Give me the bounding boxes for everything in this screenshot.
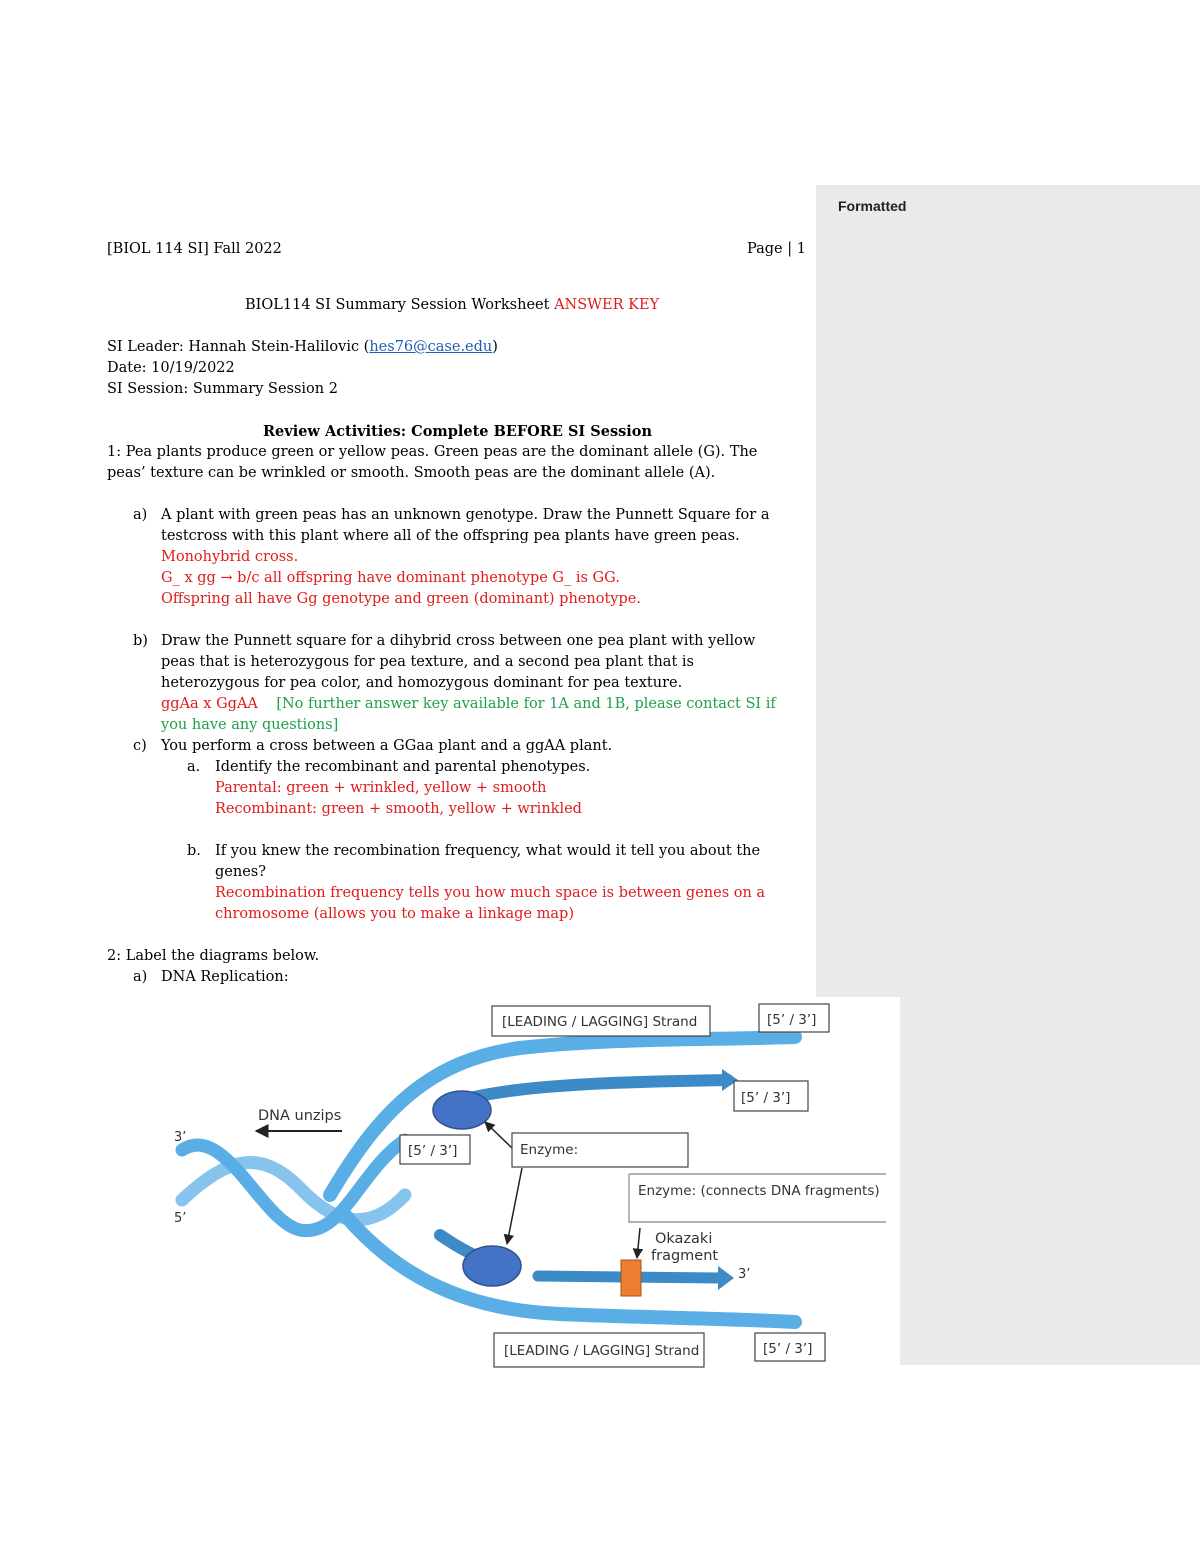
q1c-line: You perform a cross between a GGaa plant and a ggAA plant. bbox=[161, 738, 613, 754]
end-box-left[interactable] bbox=[400, 1135, 470, 1164]
q1a-answer3: Offspring all have Gg genotype and green (dominant) phenotype. bbox=[161, 591, 641, 607]
end-3-right-label: 3’ bbox=[738, 1267, 751, 1282]
q1b-line3: heterozygous for pea color, and homozygous dominant for pea texture. bbox=[161, 675, 683, 691]
session-name: SI Session: Summary Session 2 bbox=[107, 381, 338, 397]
si-leader-email-link[interactable]: hes76@case.edu bbox=[369, 339, 493, 355]
enzyme-box-label: Enzyme: bbox=[520, 1142, 579, 1158]
review-heading: Review Activities: Complete BEFORE SI Session bbox=[263, 423, 653, 440]
q1b-answer-note1: [No further answer key available for 1A and 1B, please contact SI if bbox=[276, 696, 776, 712]
si-leader-suffix: ) bbox=[492, 339, 498, 355]
ligase-box-label: Enzyme: (connects DNA fragments) bbox=[638, 1183, 880, 1199]
q2-intro: 2: Label the diagrams below. bbox=[107, 948, 320, 964]
si-leader bbox=[107, 337, 498, 358]
q1a-answer1: Monohybrid cross. bbox=[161, 549, 299, 565]
q1b-answer bbox=[161, 694, 776, 715]
q1a-line2: testcross with this plant where all of the offspring pea plants have green peas. bbox=[161, 528, 740, 544]
end-box-mid-right-label: [5’ / 3’] bbox=[741, 1090, 791, 1106]
q2a-text: DNA Replication: bbox=[161, 969, 289, 985]
q1cb-label: b. bbox=[187, 843, 201, 859]
q1-intro-line2: peas’ texture can be wrinkled or smooth. Smooth peas are the dominant allele (A). bbox=[107, 465, 716, 481]
q1cb-line1: If you knew the recombination frequency, what would it tell you about the bbox=[215, 843, 761, 859]
end-box-bottom-right-label: [5’ / 3’] bbox=[763, 1341, 813, 1357]
session-date: Date: 10/19/2022 bbox=[107, 360, 235, 376]
q1ca-label: a. bbox=[187, 759, 201, 775]
strand-bottom-box[interactable] bbox=[494, 1333, 704, 1367]
q1b-answer-cross: ggAa x GgAA bbox=[161, 696, 258, 712]
q1b-answer-note2: you have any questions] bbox=[161, 717, 339, 733]
si-leader-prefix: SI Leader: Hannah Stein-Halilovic ( bbox=[107, 339, 370, 355]
q1a-label: a) bbox=[133, 507, 148, 523]
strand-top-label: [LEADING / LAGGING] Strand bbox=[502, 1014, 698, 1030]
dna-unzips-label: DNA unzips bbox=[258, 1108, 342, 1124]
doc-title-answer-key: ANSWER KEY bbox=[554, 297, 660, 313]
comment-pane-title: Formatted bbox=[838, 198, 907, 214]
q1ca-answer2: Recombinant: green + smooth, yellow + wrinkled bbox=[215, 801, 582, 817]
end-box-left-label: [5’ / 3’] bbox=[408, 1143, 458, 1159]
header-left: [BIOL 114 SI] Fall 2022 bbox=[107, 241, 282, 257]
end-box-bottom-right[interactable] bbox=[755, 1333, 825, 1361]
q1a-line1: A plant with green peas has an unknown genotype. Draw the Punnett Square for a bbox=[161, 507, 770, 523]
strand-top-box[interactable] bbox=[492, 1006, 710, 1036]
okazaki-label-line2: fragment bbox=[651, 1248, 719, 1264]
end-5-left-label: 5’ bbox=[174, 1211, 187, 1226]
q1cb-answer2: chromosome (allows you to make a linkage map) bbox=[215, 906, 574, 922]
q1a-answer2: G_ x gg → b/c all offspring have dominant phenotype G_ is GG. bbox=[161, 570, 620, 586]
okazaki-label-line1: Okazaki bbox=[655, 1231, 713, 1247]
q1b-line2: peas that is heterozygous for pea texture, and a second pea plant that is bbox=[161, 654, 694, 670]
end-box-top-right[interactable] bbox=[759, 1004, 829, 1032]
q1b-label: b) bbox=[133, 633, 148, 649]
enzyme-box[interactable] bbox=[512, 1133, 688, 1167]
doc-title bbox=[245, 295, 659, 316]
okazaki-fragment-block bbox=[621, 1260, 641, 1296]
end-box-top-right-label: [5’ / 3’] bbox=[767, 1012, 817, 1028]
q1cb-answer1: Recombination frequency tells you how much space is between genes on a bbox=[215, 885, 766, 901]
q1c-label: c) bbox=[133, 738, 147, 754]
q1-intro-line1: 1: Pea plants produce green or yellow peas. Green peas are the dominant allele (G). The bbox=[107, 444, 758, 460]
q1b-line1: Draw the Punnett square for a dihybrid cross between one pea plant with yellow bbox=[161, 633, 756, 649]
header-page-number: Page | 1 bbox=[747, 241, 806, 257]
polymerase-bottom bbox=[463, 1246, 521, 1286]
end-box-mid-right[interactable] bbox=[734, 1081, 808, 1111]
q1ca-line: Identify the recombinant and parental phenotypes. bbox=[215, 759, 591, 775]
dna-replication-diagram bbox=[0, 995, 900, 1370]
q2a-label: a) bbox=[133, 969, 148, 985]
doc-title-main: BIOL114 SI Summary Session Worksheet bbox=[245, 297, 555, 313]
q1ca-answer1: Parental: green + wrinkled, yellow + smooth bbox=[215, 780, 547, 796]
polymerase-top bbox=[433, 1091, 491, 1129]
q1cb-line2: genes? bbox=[215, 864, 266, 880]
strand-bottom-label: [LEADING / LAGGING] Strand bbox=[504, 1343, 700, 1359]
end-3-left-label: 3’ bbox=[174, 1130, 187, 1145]
